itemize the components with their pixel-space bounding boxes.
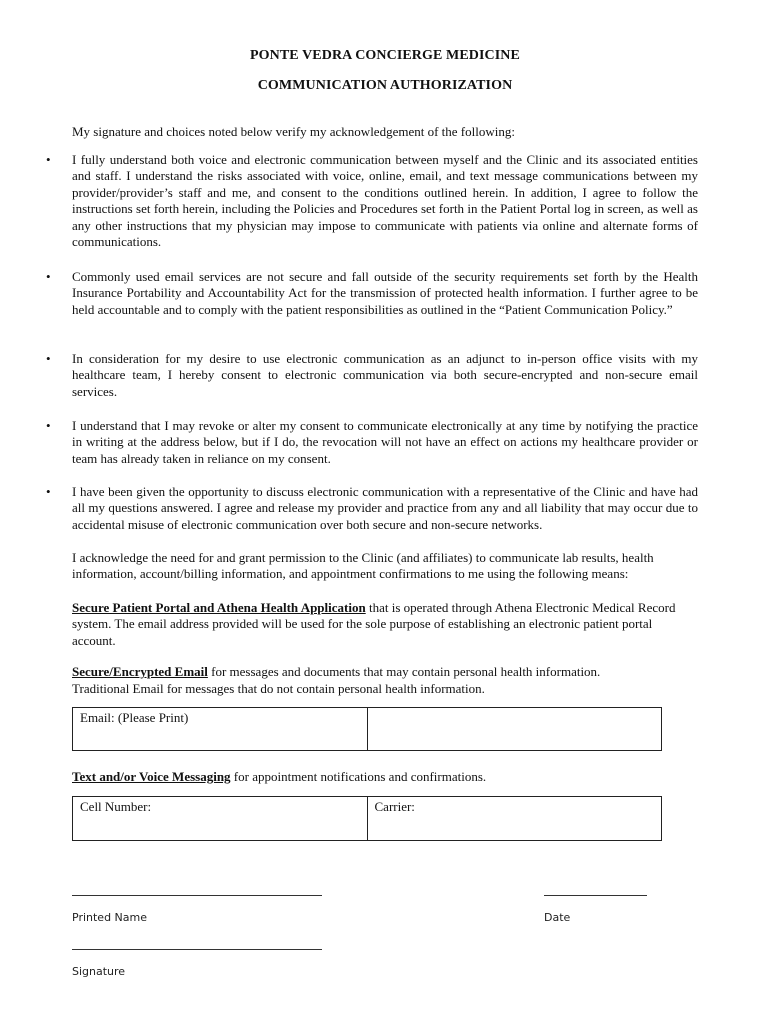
bullet-icon: • (46, 484, 51, 499)
traditional-email-line: Traditional Email for messages that do not contain personal health information. (72, 681, 485, 696)
bullet-icon: • (46, 418, 51, 433)
phone-field-box (72, 796, 662, 841)
email-field-label: Email: (Please Print) (80, 710, 189, 725)
bullet-icon: • (46, 152, 51, 167)
bullet-icon: • (46, 269, 51, 284)
bullet-text: I understand that I may revoke or alter my consent to communicate electronically at any time by notifying the practice in writing at the address below, but if I do, the revocation will not have an effect on actions my healthcare provider or team has already taken in reliance on my consent. (72, 418, 698, 466)
text-messaging-text: for appointment notifications and confirmations. (230, 769, 487, 784)
portal-text: that is operated through Athena Electronic Medical Record system. The email address provided will be used for the sole purpose of establishing an electronic patient portal account. (72, 600, 676, 648)
signature-label: Signature (72, 965, 126, 978)
cell-number-label: Cell Number: (80, 799, 152, 814)
carrier-label: Carrier: (374, 799, 415, 814)
printed-name-line[interactable] (72, 895, 322, 896)
bullet-text: In consideration for my desire to use electronic communication as an adjunct to in-person office visits with my healthcare team, I hereby consent to electronic communication via both secure-encrypted and non-secure email services. (72, 351, 698, 399)
acknowledge-paragraph: I acknowledge the need for and grant permission to the Clinic (and affiliates) to communicate lab results, health information, account/billing information, and appointment confirmations to me using the following means: (72, 550, 654, 582)
bullet-icon: • (46, 351, 51, 366)
bullet-item-consent-electronic (36, 351, 698, 400)
printed-name-label: Printed Name (72, 911, 148, 924)
form-title: COMMUNICATION AUTHORIZATION (257, 78, 513, 93)
date-label: Date (544, 911, 571, 924)
bullet-text: Commonly used email services are not secure and fall outside of the security requirements set forth by the Health Insurance Portability and Accountability Act for the transmission of protected health information. I further agree to be held accountable and to comply with the patient responsibilities as outlined in the “Patient Communication Policy.” (72, 269, 698, 317)
email-paragraph (72, 664, 698, 680)
portal-paragraph (72, 600, 698, 649)
email-text: for messages and documents that may contain personal health information. (207, 664, 601, 679)
email-field[interactable] (367, 708, 662, 750)
bullet-item-revoke-consent (36, 418, 698, 467)
text-messaging-heading: Text and/or Voice Messaging (72, 769, 231, 784)
bullet-item-email-security (36, 269, 698, 318)
email-label-cell (73, 708, 367, 750)
email-heading: Secure/Encrypted Email (72, 664, 208, 679)
cell-number-field[interactable] (73, 797, 367, 840)
intro-statement: My signature and choices noted below verify my acknowledgement of the following: (72, 124, 515, 139)
date-line[interactable] (544, 895, 647, 896)
bullet-text: I fully understand both voice and electronic communication between myself and the Clinic and its associated entities and staff. I understand the risks associated with voice, online, email, and text message communications between my provider/provider’s staff and me, and consent to the conditions outlined herein. In addition, I agree to follow the instructions set forth herein, including the Policies and Procedures set forth in the Patient Portal log in screen, as well as any other instructions that my physician may impose to communicate with patients via online and alternate forms of communications. (72, 152, 698, 250)
bullet-item-voice-electronic (36, 152, 698, 250)
carrier-field[interactable] (367, 797, 662, 840)
text-messaging-paragraph (72, 769, 698, 785)
signature-line[interactable] (72, 949, 322, 950)
practice-name: PONTE VEDRA CONCIERGE MEDICINE (250, 48, 520, 63)
bullet-item-release-liability (36, 484, 698, 533)
bullet-text: I have been given the opportunity to discuss electronic communication with a representative of the Clinic and have had all my questions answered. I agree and release my provider and practice from any and all liability that may occur due to accidental misuse of electronic communication over both secure and non-secure networks. (72, 484, 698, 532)
email-field-box (72, 707, 662, 751)
portal-heading: Secure Patient Portal and Athena Health Application (72, 600, 366, 615)
